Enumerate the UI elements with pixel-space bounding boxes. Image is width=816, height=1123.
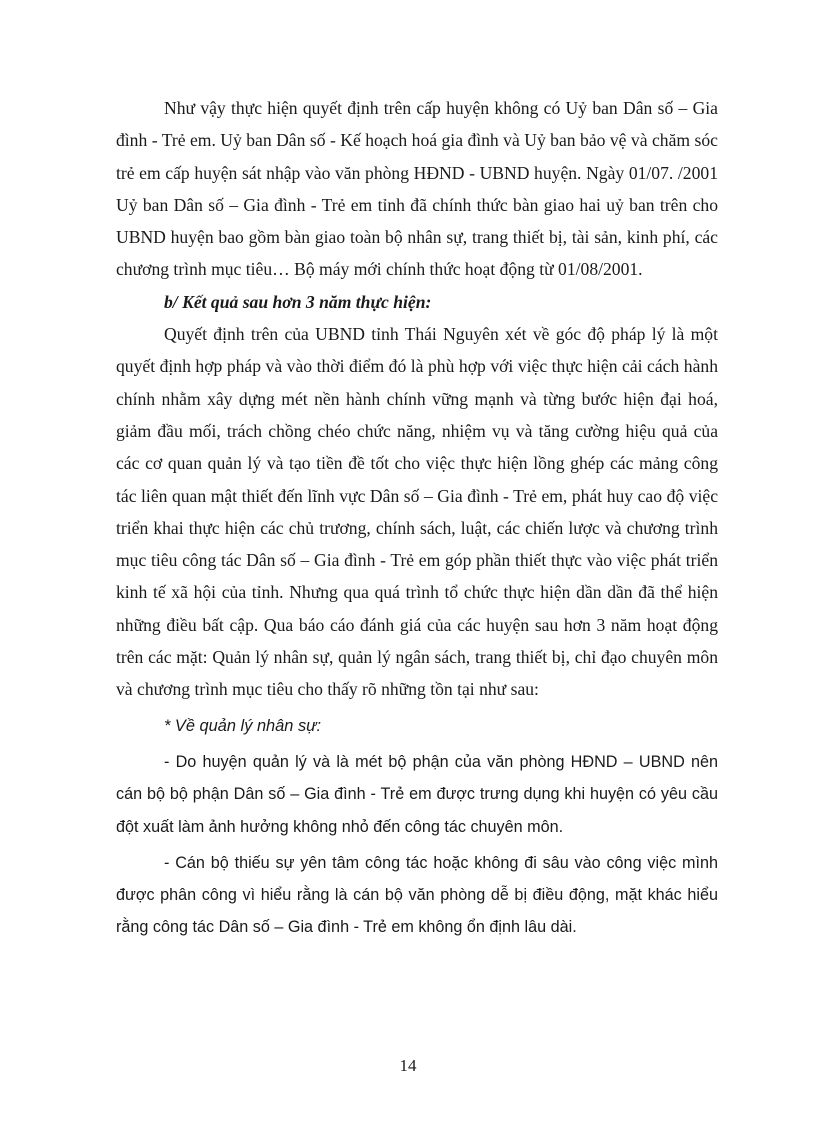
section-heading: b/ Kết quả sau hơn 3 năm thực hiện:	[164, 291, 432, 312]
subsection-heading: * Về quản lý nhân sự:	[164, 716, 322, 735]
page-number: 14	[399, 1056, 417, 1075]
paragraph-1: Như vậy thực hiện quyết định trên cấp huyện không có Uỷ ban Dân số – Gia đình - Trẻ em. Uỷ ban Dân số - Kế hoạch hoá gia đình và Uỷ ban bảo vệ và chăm sóc trẻ em cấp huyện sát nhập vào văn phòng HĐND - UBND huyện. Ngày 01/07. /2001 Uỷ ban Dân số – Gia đình - Trẻ em tỉnh đã chính thức bàn giao hai uỷ ban trên cho UBND huyện bao gồm bàn giao toàn bộ nhân sự, trang thiết bị, tài sản, kinh phí, các chương trình mục tiêu… Bộ máy mới chính thức hoạt động từ 01/08/2001.	[116, 98, 718, 280]
paragraph-2: Quyết định trên của UBND tỉnh Thái Nguyên xét về góc độ pháp lý là một quyết định hợp pháp và vào thời điểm đó là phù hợp với việc thực hiện cải cách hành chính nhằm xây dựng mét nền hành chính vững mạnh và từng bước hiện đại hoá, giảm đầu mối, trách chồng chéo chức năng, nhiệm vụ và tăng cường hiệu quả của các cơ quan quản lý và tạo tiền đề tốt cho việc thực hiện lồng ghép các mảng công tác liên quan mật thiết đến lĩnh vực Dân số – Gia đình - Trẻ em, phát huy cao độ việc triển khai thực hiện các chủ trương, chính sách, luật, các chiến lược và chương trình mục tiêu công tác Dân số – Gia đình - Trẻ em góp phần thiết thực vào việc phát triển kinh tế xã hội của tỉnh. Nhưng qua quá trình tổ chức thực hiện dần dần đã thể hiện những điều bất cập. Qua báo cáo đánh giá của các huyện sau hơn 3 năm hoạt động trên các mặt: Quản lý nhân sự, quản lý ngân sách, trang thiết bị, chỉ đạo chuyên môn và chương trình mục tiêu cho thấy rõ những tồn tại như sau:	[116, 324, 718, 700]
bullet-paragraph-1: - Do huyện quản lý và là mét bộ phận của văn phòng HĐND – UBND nên cán bộ bộ phận Dân số – Gia đình - Trẻ em được trưng dụng khi huyện có yêu cầu đột xuất làm ảnh hưởng không nhỏ đến công tác chuyên môn.	[116, 752, 718, 836]
bullet-paragraph-2: - Cán bộ thiếu sự yên tâm công tác hoặc không đi sâu vào công việc mình được phân công vì hiểu rằng là cán bộ văn phòng dễ bị điều động, mặt khác hiểu rằng công tác Dân số – Gia đình - Trẻ em không ổn định lâu dài.	[116, 853, 718, 937]
document-body	[116, 92, 718, 944]
